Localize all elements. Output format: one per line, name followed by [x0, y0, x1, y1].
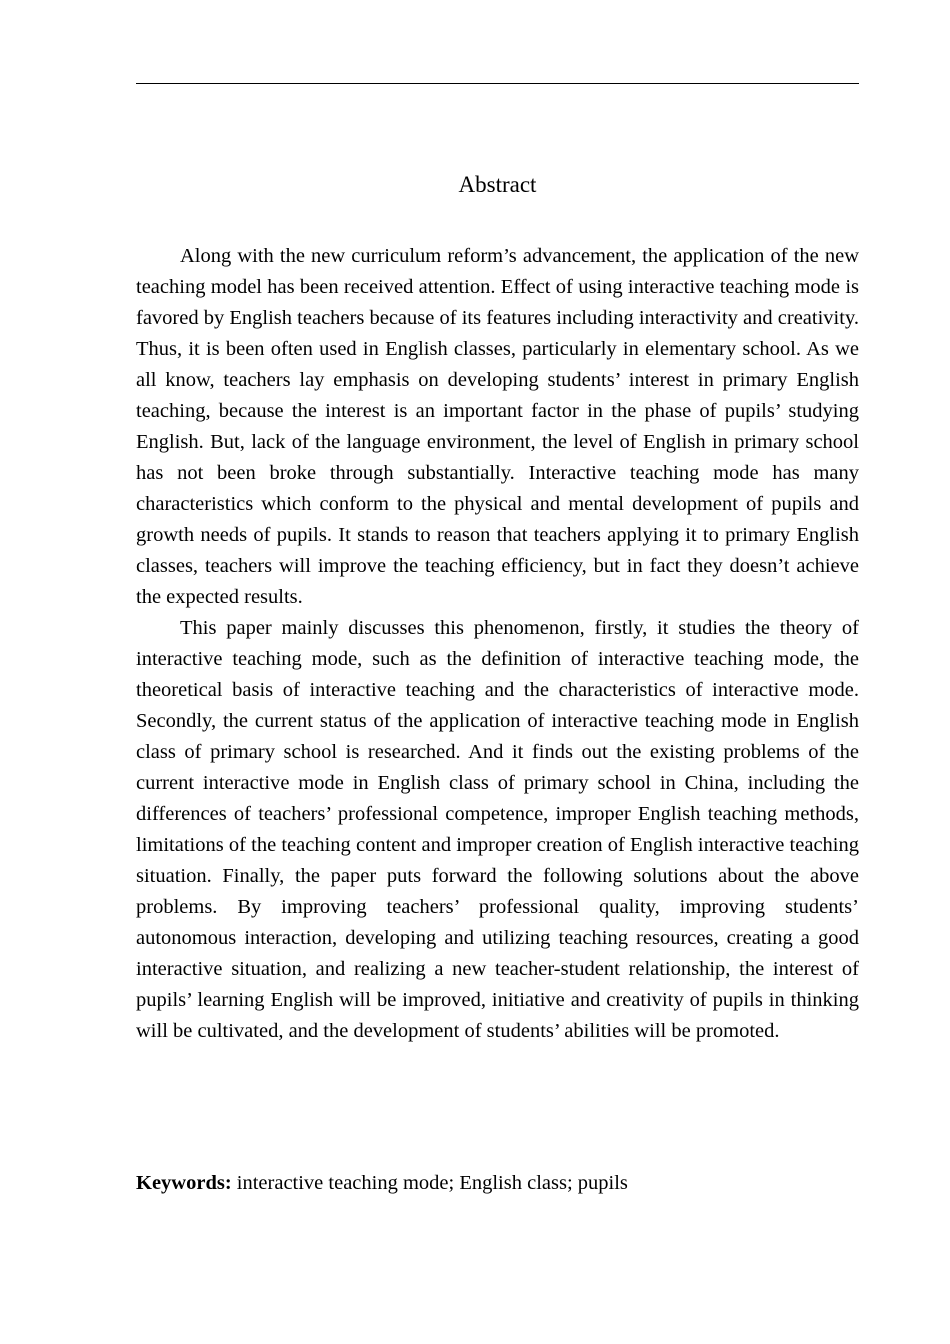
abstract-paragraph-2: This paper mainly discusses this phenomenon, firstly, it studies the theory of interactive teaching mode, such as the definition of interactive teaching mode, the theoretical basis of interactive teaching and the characteristics of interactive mode. Secondly, the current status of the application of interactive teaching mode in English class of primary school is researched. And it finds out the existing problems of the current interactive mode in English class of primary school in China, including the differences of teachers’ professional competence, improper English teaching methods, limitations of the teaching content and improper creation of English interactive teaching situation. Finally, the paper puts forward the following solutions about the above problems. By improving teachers’ professional quality, improving students’ autonomous interaction, developing and utilizing teaching resources, creating a good interactive situation, and realizing a new teacher-student relationship, the interest of pupils’ learning English will be improved, initiative and creativity of pupils in thinking will be cultivated, and the development of students’ abilities will be promoted. — [136, 617, 859, 1042]
keywords-label: Keywords: — [136, 1172, 232, 1194]
header-rule — [136, 83, 859, 84]
abstract-paragraph-1: Along with the new curriculum reform’s advancement, the application of the new teaching model has been received attention. Effect of using interactive teaching mode is favored by English teachers because of its features including interactivity and creativity. Thus, it is been often used in English classes, particularly in elementary school. As we all know, teachers lay emphasis on developing students’ interest in primary English teaching, because the interest is an important factor in the phase of pupils’ studying English. But, lack of the language environment, the level of English in primary school has not been broke through substantially. Interactive teaching mode has many characteristics which conform to the physical and mental development of pupils and growth needs of pupils. It stands to reason that teachers applying it to primary English classes, teachers will improve the teaching efficiency, but in fact they doesn’t achieve the expected results. — [136, 245, 859, 608]
page-title: Abstract — [458, 172, 537, 197]
keywords-text: interactive teaching mode; English class; pupils — [231, 1172, 628, 1194]
abstract-body — [136, 241, 859, 1047]
keywords-line — [136, 1168, 859, 1199]
